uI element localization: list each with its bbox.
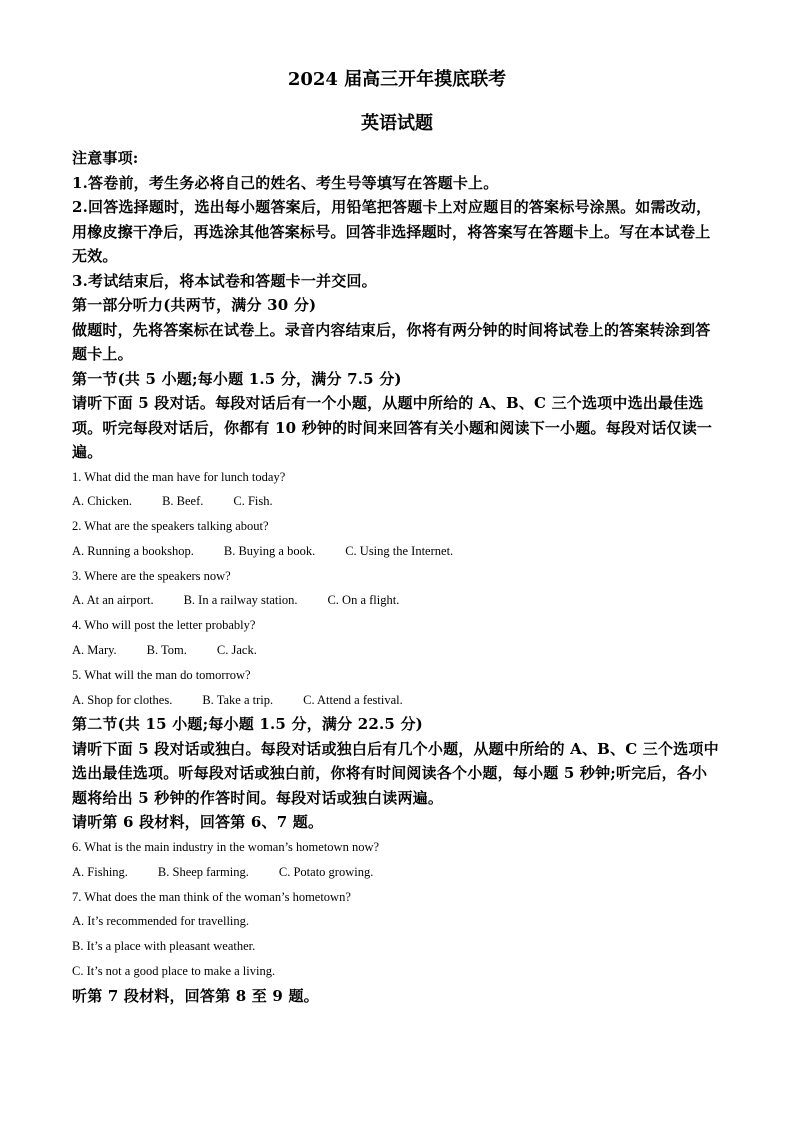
exam-title: 2024 届高三开年摸底联考 [287, 69, 507, 90]
notice-item-1: 1.答卷前，考生务必将自己的姓名、考生号等填写在答题卡上。 [72, 173, 499, 192]
option-c: C. Jack. [216, 643, 257, 658]
option-a: A. Fishing. [72, 864, 128, 879]
question-4 [72, 613, 722, 663]
question-options [72, 638, 722, 663]
option-c: C. It’s not a good place to make a living. [72, 963, 276, 978]
option-b: B. Take a trip. [202, 692, 274, 707]
material-7-heading: 听第 7 段材料，回答第 8 至 9 题。 [72, 986, 319, 1005]
notice-item-2: 2.回答选择题时，选出每小题答案后，用铅笔把答题卡上对应题目的答案标号涂黑。如需改动，用橡皮擦干净后，再选涂其他答案标号。回答非选择题时，将答案写在答题卡上。写在本试卷上无效。 [72, 198, 712, 265]
notice-item-3: 3.考试结束后，将本试卷和答题卡一并交回。 [72, 271, 377, 290]
material-6-heading: 请听第 6 段材料，回答第 6、7 题。 [72, 813, 324, 832]
question-1 [72, 465, 722, 515]
question-stem: 4. Who will post the letter probably? [72, 618, 256, 633]
section1-instruction: 请听下面 5 段对话。每段对话后有一个小题，从题中所给的 A、B、C 三个选项中选出最佳选项。听完每段对话后，你都有 10 秒钟的时间来回答有关小题和阅读下一小题。每段对话仅读一遍。 [72, 394, 713, 461]
question-options [72, 860, 722, 885]
option-b: B. Beef. [162, 494, 204, 509]
question-5 [72, 663, 722, 713]
question-options [72, 539, 722, 564]
question-6 [72, 835, 722, 885]
option-c: C. On a flight. [327, 593, 400, 608]
question-3 [72, 564, 722, 614]
notice-heading: 注意事项: [72, 149, 139, 167]
question-options [72, 588, 722, 613]
question-stem: 2. What are the speakers talking about? [72, 519, 269, 534]
exam-page [72, 68, 722, 1008]
part1-instruction: 做题时，先将答案标在试卷上。录音内容结束后，你将有两分钟的时间将试卷上的答案转涂到答题卡上。 [72, 320, 711, 363]
option-c: C. Using the Internet. [345, 543, 454, 558]
section2-instruction: 请听下面 5 段对话或独白。每段对话或独白后有几个小题，从题中所给的 A、B、C 三个选项中选出最佳选项。听每段对话或独白前，你将有时间阅读各个小题，每小题 5 秒钟;听完后，各小题将给出 5 秒钟的作答时间。每段对话或独白读两遍。 [72, 739, 719, 807]
question-stem: 1. What did the man have for lunch today? [72, 469, 286, 484]
question-7 [72, 885, 722, 984]
section2-heading: 第二节(共 15 小题;每小题 1.5 分，满分 22.5 分) [72, 715, 423, 734]
option-a: A. Chicken. [72, 494, 133, 509]
option-b: B. Sheep farming. [157, 864, 249, 879]
question-stem: 3. Where are the speakers now? [72, 568, 231, 583]
option-b: B. In a railway station. [183, 593, 298, 608]
option-c: C. Potato growing. [278, 864, 374, 879]
option-a: A. Mary. [72, 643, 117, 658]
option-b: B. Buying a book. [223, 543, 316, 558]
option-a: A. Shop for clothes. [72, 692, 173, 707]
option-c: C. Attend a festival. [303, 692, 403, 707]
option-a: A. At an airport. [72, 593, 154, 608]
option-a: A. Running a bookshop. [72, 543, 194, 558]
option-c: C. Fish. [233, 494, 273, 509]
option-a: A. It’s recommended for travelling. [72, 914, 250, 929]
exam-subtitle: 英语试题 [361, 113, 433, 134]
question-stem: 5. What will the man do tomorrow? [72, 667, 251, 682]
section1-heading: 第一节(共 5 小题;每小题 1.5 分，满分 7.5 分) [72, 369, 402, 388]
part1-heading: 第一部分听力(共两节，满分 30 分) [72, 296, 317, 314]
question-options [72, 489, 722, 514]
option-b: B. It’s a place with pleasant weather. [72, 939, 256, 954]
question-2 [72, 514, 722, 564]
question-stem: 6. What is the main industry in the woman’s hometown now? [72, 839, 380, 854]
option-b: B. Tom. [146, 643, 187, 658]
question-options [72, 688, 722, 713]
question-stem: 7. What does the man think of the woman’s hometown? [72, 889, 351, 904]
